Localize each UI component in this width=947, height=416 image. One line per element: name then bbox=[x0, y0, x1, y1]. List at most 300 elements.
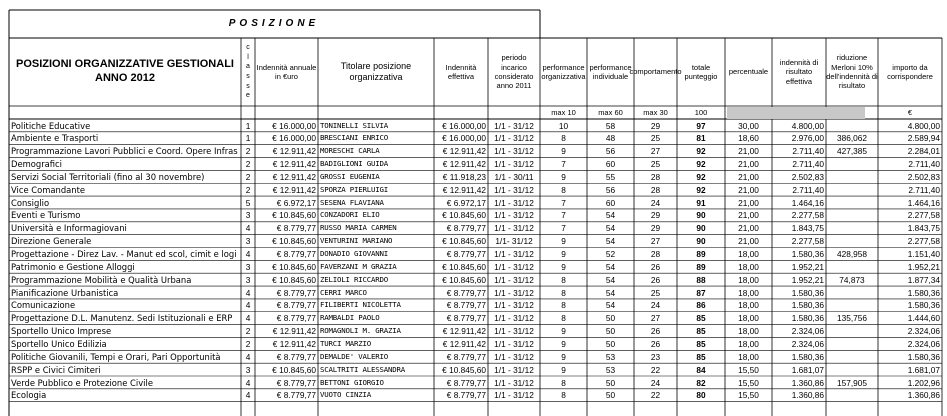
cell-indennita: € 12.911,42 bbox=[272, 326, 316, 337]
cell-classe: 3 bbox=[245, 236, 251, 247]
cell-perc: 15,50 bbox=[738, 377, 759, 388]
cell-indennita: € 8.779,77 bbox=[276, 223, 316, 234]
cell-periodo: 1/1 - 31/12 bbox=[494, 184, 534, 195]
cell-periodo: 1/1 - 31/12 bbox=[494, 351, 534, 362]
cell-periodo: 1/1 - 31/12 bbox=[494, 300, 534, 311]
cell-comp: 27 bbox=[650, 313, 661, 324]
cell-importo: 1.877,34 bbox=[907, 274, 940, 285]
cell-tot: 92 bbox=[696, 159, 706, 170]
cell-importo: 2.711,40 bbox=[908, 184, 940, 195]
cell-risultato: 1.580,36 bbox=[791, 249, 824, 259]
cell-titolare: SCALTRITI ALESSANDRA bbox=[320, 364, 405, 374]
cell-risultato: 1.952,21 bbox=[791, 261, 824, 272]
cell-comp: 24 bbox=[650, 377, 661, 388]
cell-periodo: 1/1 - 31/12 bbox=[494, 120, 534, 131]
cell-perc: 21,00 bbox=[738, 184, 759, 195]
cell-merloni: 135,756 bbox=[837, 313, 867, 324]
classe-letter: s bbox=[246, 73, 250, 80]
cell-ind: 54 bbox=[605, 210, 616, 221]
col-header-indennita: Indennità annuale in €uro bbox=[256, 62, 317, 81]
cell-indennita: € 8.779,77 bbox=[276, 390, 316, 401]
cell-ind: 54 bbox=[605, 300, 616, 311]
cell-org: 8 bbox=[561, 377, 566, 388]
cell-periodo: 1/1 - 31/12 bbox=[494, 210, 534, 221]
cell-indennita: € 12.911,42 bbox=[272, 159, 316, 170]
cell-ind: 53 bbox=[605, 351, 616, 362]
cell-tot: 90 bbox=[696, 223, 706, 234]
cell-risultato: 2.277,58 bbox=[791, 236, 824, 247]
cell-classe: 2 bbox=[245, 159, 251, 170]
cell-name: Progettazione - Direz Lav. - Manut ed scol, cimit e logi bbox=[11, 249, 237, 259]
cell-perc: 21,00 bbox=[738, 210, 759, 221]
cell-effettiva: € 6.972,17 bbox=[446, 197, 486, 208]
cell-comp: 29 bbox=[650, 120, 661, 131]
max-comportamento: max 30 bbox=[643, 108, 668, 117]
cell-effettiva: € 8.779,77 bbox=[446, 313, 486, 324]
cell-tot: 92 bbox=[696, 146, 706, 157]
cell-periodo: 1/1 - 31/12 bbox=[494, 159, 534, 170]
cell-periodo: 1/1 - 31/12 bbox=[494, 261, 534, 272]
cell-org: 9 bbox=[561, 351, 566, 362]
cell-tot: 90 bbox=[696, 210, 706, 221]
cell-titolare: BETTONI GIORGIO bbox=[320, 377, 384, 387]
cell-name: Comunicazione bbox=[11, 300, 76, 311]
col-header-effettiva: Indennità effettiva bbox=[445, 62, 477, 81]
cell-importo: 2.284,01 bbox=[907, 146, 940, 157]
cell-ind: 48 bbox=[605, 133, 616, 144]
cell-risultato: 1.464,16 bbox=[791, 197, 824, 208]
cell-indennita: € 6.972,17 bbox=[276, 197, 316, 208]
cell-classe: 4 bbox=[245, 300, 251, 311]
cell-merloni: 74,873 bbox=[839, 274, 865, 285]
col-header-merloni: riduzione Merloni 10% dell'indennità di risultato bbox=[826, 53, 878, 91]
cell-ind: 54 bbox=[605, 236, 616, 247]
cell-merloni: 157,905 bbox=[837, 377, 867, 388]
cell-effettiva: € 8.779,77 bbox=[446, 351, 486, 362]
cell-org: 9 bbox=[561, 338, 566, 349]
cell-importo: 2.502,83 bbox=[907, 171, 940, 182]
cell-name: Eventi e Turismo bbox=[11, 210, 81, 221]
cell-perc: 21,00 bbox=[738, 197, 759, 208]
cell-indennita: € 12.911,42 bbox=[272, 171, 316, 182]
cell-perc: 18,00 bbox=[738, 274, 759, 285]
cell-classe: 2 bbox=[245, 326, 251, 337]
cell-perc: 21,00 bbox=[738, 159, 759, 170]
cell-org: 9 bbox=[561, 249, 566, 259]
cell-importo: 1.580,36 bbox=[907, 287, 940, 298]
cell-tot: 90 bbox=[696, 236, 706, 247]
cell-effettiva: € 12.911,42 bbox=[442, 184, 486, 195]
cell-periodo: 1/1 - 31/12 bbox=[494, 364, 534, 375]
cell-tot: 87 bbox=[696, 287, 706, 298]
cell-comp: 26 bbox=[650, 326, 661, 337]
cell-effettiva: € 10.845,60 bbox=[442, 274, 486, 285]
cell-comp: 27 bbox=[650, 146, 661, 157]
cell-importo: 2.277,58 bbox=[907, 210, 940, 221]
cell-classe: 4 bbox=[245, 351, 251, 362]
cell-tot: 81 bbox=[696, 133, 706, 144]
cell-indennita: € 10.845,60 bbox=[272, 364, 316, 375]
cell-name: Politiche Giovanili, Tempi e Orari, Pari Opportunità bbox=[11, 351, 221, 362]
cell-perc: 18,00 bbox=[738, 351, 759, 362]
cell-comp: 22 bbox=[650, 390, 661, 401]
cell-classe: 4 bbox=[245, 390, 251, 401]
cell-comp: 22 bbox=[650, 364, 661, 375]
cell-name: Consiglio bbox=[11, 197, 50, 208]
cell-indennita: € 10.845,60 bbox=[272, 210, 316, 221]
cell-indennita: € 16.000,00 bbox=[272, 120, 316, 131]
cell-risultato: 1.580,36 bbox=[791, 351, 824, 362]
cell-periodo: 1/1 - 31/12 bbox=[494, 274, 534, 285]
cell-name: Programmazione Lavori Pubblici e Coord. Opere Infras bbox=[11, 146, 238, 157]
cell-tot: 85 bbox=[696, 313, 706, 324]
cell-risultato: 4.800,00 bbox=[791, 120, 824, 131]
classe-letter: a bbox=[246, 63, 250, 71]
cell-importo: 2.711,40 bbox=[908, 159, 940, 170]
cell-importo: 4.800,00 bbox=[907, 120, 940, 131]
cell-ind: 54 bbox=[605, 223, 616, 234]
cell-titolare: RUSSO MARIA CARMEN bbox=[320, 223, 397, 233]
cell-risultato: 1.580,36 bbox=[791, 313, 824, 324]
cell-ind: 56 bbox=[605, 146, 616, 157]
cell-indennita: € 10.845,60 bbox=[272, 274, 316, 285]
cell-perc: 18,00 bbox=[738, 261, 759, 272]
cell-org: 8 bbox=[561, 133, 566, 144]
cell-ind: 54 bbox=[605, 274, 616, 285]
cell-org: 8 bbox=[561, 313, 566, 324]
cell-risultato: 2.711,40 bbox=[792, 159, 824, 170]
cell-classe: 1 bbox=[245, 133, 251, 144]
cell-perc: 18,00 bbox=[738, 326, 759, 337]
cell-classe: 4 bbox=[245, 249, 251, 259]
cell-perc: 21,00 bbox=[738, 171, 759, 182]
cell-perc: 18,60 bbox=[738, 133, 759, 144]
cell-perc: 21,00 bbox=[738, 236, 759, 247]
cell-classe: 5 bbox=[245, 197, 251, 208]
cell-titolare: SPORZA PIERLUIGI bbox=[320, 184, 388, 194]
cell-risultato: 2.324,06 bbox=[791, 326, 824, 337]
cell-periodo: 1/1 - 31/12 bbox=[494, 390, 534, 401]
cell-name: Vice Comandante bbox=[11, 184, 86, 195]
cell-titolare: FILIBERTI NICOLETTA bbox=[320, 300, 401, 310]
cell-risultato: 2.502,83 bbox=[791, 171, 824, 182]
cell-perc: 18,00 bbox=[738, 338, 759, 349]
cell-org: 9 bbox=[561, 236, 566, 247]
cell-effettiva: € 8.779,77 bbox=[446, 377, 486, 388]
cell-effettiva: € 12.911,42 bbox=[442, 159, 486, 170]
cell-name: Ecologia bbox=[11, 390, 47, 401]
cell-org: 9 bbox=[561, 261, 566, 272]
cell-indennita: € 10.845,60 bbox=[272, 261, 316, 272]
cell-tot: 97 bbox=[696, 120, 706, 131]
cell-titolare: CONZADORI ELIO bbox=[320, 210, 380, 220]
cell-effettiva: € 16.000,00 bbox=[442, 133, 486, 144]
cell-titolare: RAMBALDI PAOLO bbox=[320, 313, 380, 323]
cell-indennita: € 8.779,77 bbox=[276, 287, 316, 298]
cell-classe: 3 bbox=[245, 364, 251, 375]
cell-ind: 54 bbox=[605, 261, 616, 272]
cell-ind: 58 bbox=[605, 120, 616, 131]
col-header-perf-org: performance organizzativa bbox=[541, 62, 586, 81]
cell-comp: 26 bbox=[650, 274, 661, 285]
cell-risultato: 1.580,36 bbox=[791, 287, 824, 298]
cell-periodo: 1/1 - 31/12 bbox=[494, 133, 534, 144]
cell-periodo: 1/1 - 31/12 bbox=[494, 146, 534, 157]
cell-comp: 24 bbox=[650, 300, 661, 311]
cell-titolare: TURCI MARZIO bbox=[320, 338, 371, 348]
cell-tot: 92 bbox=[696, 184, 706, 195]
cell-effettiva: € 10.845,60 bbox=[442, 210, 486, 221]
cell-org: 8 bbox=[561, 300, 566, 311]
cell-comp: 26 bbox=[650, 261, 661, 272]
section-title: POSIZIONE bbox=[228, 17, 320, 29]
cell-effettiva: € 8.779,77 bbox=[446, 249, 486, 259]
cell-effettiva: € 8.779,77 bbox=[446, 223, 486, 234]
cell-org: 7 bbox=[561, 159, 566, 170]
cell-indennita: € 10.845,60 bbox=[272, 236, 316, 247]
cell-org: 9 bbox=[561, 364, 566, 375]
cell-importo: 1.444,60 bbox=[907, 313, 940, 324]
cell-importo: 2.589,94 bbox=[907, 133, 940, 144]
cell-classe: 2 bbox=[245, 184, 251, 195]
cell-importo: 2.324,06 bbox=[907, 338, 940, 349]
cell-comp: 25 bbox=[650, 159, 661, 170]
cell-tot: 85 bbox=[696, 351, 706, 362]
cell-titolare: MORESCHI CARLA bbox=[320, 146, 380, 156]
cell-effettiva: € 8.779,77 bbox=[446, 287, 486, 298]
cell-indennita: € 16.000,00 bbox=[272, 133, 316, 144]
cell-perc: 15,50 bbox=[738, 364, 759, 375]
cell-classe: 1 bbox=[245, 120, 251, 131]
cell-ind: 50 bbox=[605, 377, 616, 388]
cell-effettiva: € 12.911,42 bbox=[442, 326, 486, 337]
cell-titolare: FAVERZANI M GRAZIA bbox=[320, 261, 397, 271]
cell-risultato: 1.681,07 bbox=[791, 364, 824, 375]
cell-ind: 54 bbox=[605, 287, 616, 298]
cell-org: 9 bbox=[561, 326, 566, 337]
cell-perc: 18,00 bbox=[738, 287, 759, 298]
cell-comp: 28 bbox=[650, 171, 661, 182]
cell-name: Sportello Unico Imprese bbox=[11, 326, 112, 337]
classe-letter: l bbox=[247, 53, 249, 61]
cell-name: Verde Pubblico e Protezione Civile bbox=[11, 377, 153, 388]
cell-indennita: € 8.779,77 bbox=[276, 351, 316, 362]
cell-name: Politiche Educative bbox=[11, 120, 91, 131]
cell-importo: 1.202,96 bbox=[907, 377, 940, 388]
cell-perc: 15,50 bbox=[738, 390, 759, 401]
cell-ind: 60 bbox=[605, 197, 616, 208]
cell-name: RSPP e Civici Cimiteri bbox=[11, 364, 101, 375]
cell-importo: 2.277,58 bbox=[907, 236, 940, 247]
cell-importo: 1.580,36 bbox=[907, 351, 940, 362]
grey-band bbox=[727, 107, 865, 119]
cell-risultato: 2.711,40 bbox=[792, 146, 824, 157]
cell-comp: 26 bbox=[650, 338, 661, 349]
cell-risultato: 1.952,21 bbox=[791, 274, 824, 285]
cell-titolare: BRESCIANI ENRICO bbox=[320, 133, 388, 143]
cell-comp: 27 bbox=[650, 236, 661, 247]
cell-ind: 50 bbox=[605, 326, 616, 337]
cell-tot: 89 bbox=[696, 249, 706, 259]
cell-effettiva: € 16.000,00 bbox=[442, 120, 486, 131]
cell-ind: 50 bbox=[605, 390, 616, 401]
cell-titolare: CERRI MARCO bbox=[320, 287, 367, 297]
cell-indennita: € 8.779,77 bbox=[276, 300, 316, 311]
cell-periodo: 1/1- 31/12 bbox=[495, 236, 533, 247]
cell-classe: 2 bbox=[245, 171, 251, 182]
cell-org: 8 bbox=[561, 287, 566, 298]
col-header-comportamento: comportamento bbox=[629, 67, 682, 77]
cell-name: Sportello Unico Edilizia bbox=[11, 338, 107, 349]
classe-letter: s bbox=[246, 82, 250, 90]
cell-indennita: € 8.779,77 bbox=[276, 313, 316, 324]
cell-importo: 1.952,21 bbox=[907, 261, 940, 272]
cell-org: 8 bbox=[561, 390, 566, 401]
cell-merloni: 428,958 bbox=[837, 249, 867, 259]
cell-indennita: € 8.779,77 bbox=[276, 377, 316, 388]
cell-risultato: 2.711,40 bbox=[792, 184, 824, 195]
cell-org: 7 bbox=[561, 210, 566, 221]
col-header-perf-ind: performance individuale bbox=[589, 62, 632, 81]
cell-perc: 18,00 bbox=[738, 249, 759, 259]
cell-periodo: 1/1 - 31/12 bbox=[494, 223, 534, 234]
cell-perc: 21,00 bbox=[738, 146, 759, 157]
cell-name: Programmazione Mobilità e Qualità Urbana bbox=[11, 274, 192, 285]
cell-effettiva: € 8.779,77 bbox=[446, 390, 486, 401]
cell-org: 10 bbox=[558, 120, 569, 131]
cell-effettiva: € 10.845,60 bbox=[442, 364, 486, 375]
classe-header bbox=[241, 38, 255, 106]
cell-classe: 2 bbox=[245, 338, 251, 349]
cell-org: 7 bbox=[561, 197, 566, 208]
cell-comp: 29 bbox=[650, 223, 661, 234]
cell-name: Patrimonio e Gestione Alloggi bbox=[11, 261, 135, 272]
cell-comp: 25 bbox=[650, 287, 661, 298]
cell-risultato: 2.324,06 bbox=[791, 338, 824, 349]
cell-classe: 3 bbox=[245, 210, 251, 221]
cell-org: 8 bbox=[561, 274, 566, 285]
cell-effettiva: € 8.779,77 bbox=[446, 300, 486, 311]
cell-name: Demografici bbox=[11, 159, 62, 170]
cell-titolare: ZELIOLI RICCARDO bbox=[320, 274, 388, 284]
cell-effettiva: € 12.911,42 bbox=[442, 146, 486, 157]
max-totale: 100 bbox=[694, 108, 708, 117]
cell-indennita: € 12.911,42 bbox=[272, 338, 316, 349]
cell-name: Università e Informagiovani bbox=[11, 223, 127, 234]
cell-tot: 85 bbox=[696, 326, 706, 337]
cell-titolare: SESENA FLAVIANA bbox=[320, 197, 384, 207]
cell-titolare: ROMAGNOLI M. GRAZIA bbox=[320, 326, 401, 336]
col-header-percentuale: percentuale bbox=[728, 67, 769, 77]
cell-risultato: 2.277,58 bbox=[791, 210, 824, 221]
cell-ind: 50 bbox=[605, 313, 616, 324]
cell-comp: 28 bbox=[650, 249, 661, 259]
cell-name: Direzione Generale bbox=[11, 236, 92, 247]
cell-name: Progettazione D.L. Manutenz. Sedi Istituzionali e ERP bbox=[11, 313, 233, 324]
cell-comp: 25 bbox=[650, 133, 661, 144]
cell-importo: 1.580,36 bbox=[907, 300, 940, 311]
col-header-risultato: indennità di risultato effettiva bbox=[779, 57, 819, 86]
cell-comp: 29 bbox=[650, 210, 661, 221]
cell-comp: 28 bbox=[650, 184, 661, 195]
cell-classe: 4 bbox=[245, 223, 251, 234]
cell-tot: 86 bbox=[696, 300, 706, 311]
cell-effettiva: € 10.845,60 bbox=[442, 236, 486, 247]
cell-perc: 18,00 bbox=[738, 313, 759, 324]
cell-risultato: 1.360,86 bbox=[791, 390, 824, 401]
cell-indennita: € 12.911,42 bbox=[272, 184, 316, 195]
col-header-titolare: Titolare posizione organizzativa bbox=[340, 60, 412, 82]
cell-titolare: TONINELLI SILVIA bbox=[320, 120, 388, 130]
cell-tot: 84 bbox=[696, 364, 706, 375]
cell-tot: 88 bbox=[696, 274, 706, 285]
cell-titolare: GROSSI EUGENIA bbox=[320, 171, 380, 181]
cell-importo: 1.360,86 bbox=[907, 390, 940, 401]
cell-importo: 1.681,07 bbox=[907, 364, 940, 375]
cell-classe: 3 bbox=[245, 274, 251, 285]
cell-perc: 30,00 bbox=[738, 120, 759, 131]
cell-effettiva: € 11.918,23 bbox=[442, 171, 486, 182]
cell-org: 9 bbox=[561, 146, 566, 157]
cell-tot: 80 bbox=[696, 390, 706, 401]
classe-letter: c bbox=[246, 44, 250, 52]
cell-name: Ambiente e Trasporti bbox=[11, 133, 99, 144]
importo-currency: € bbox=[907, 108, 913, 117]
cell-risultato: 1.843,75 bbox=[791, 223, 824, 234]
cell-tot: 92 bbox=[696, 171, 706, 182]
main-title: POSIZIONI ORGANIZZATIVE GESTIONALI ANNO 2012 bbox=[16, 58, 234, 84]
cell-ind: 52 bbox=[605, 249, 616, 259]
cell-periodo: 1/1 - 30/11 bbox=[494, 171, 534, 182]
cell-titolare: DEMALDE' VALERIO bbox=[320, 351, 388, 361]
col-header-totale: totale punteggio bbox=[684, 62, 718, 81]
cell-risultato: 1.360,86 bbox=[791, 377, 824, 388]
cell-periodo: 1/1 - 31/12 bbox=[494, 338, 534, 349]
cell-ind: 53 bbox=[605, 364, 616, 375]
cell-org: 7 bbox=[561, 223, 566, 234]
cell-importo: 1.151,40 bbox=[907, 249, 940, 259]
cell-periodo: 1/1 - 31/12 bbox=[494, 249, 534, 259]
cell-ind: 50 bbox=[605, 338, 616, 349]
cell-risultato: 1.580,36 bbox=[791, 300, 824, 311]
cell-indennita: € 8.779,77 bbox=[276, 249, 316, 259]
max-perf-org: max 10 bbox=[551, 108, 576, 117]
cell-periodo: 1/1 - 31/12 bbox=[494, 313, 534, 324]
cell-titolare: VUOTO CINZIA bbox=[320, 390, 371, 400]
cell-effettiva: € 10.845,60 bbox=[442, 261, 486, 272]
max-perf-ind: max 60 bbox=[598, 108, 623, 117]
cell-importo: 2.324,06 bbox=[907, 326, 940, 337]
cell-classe: 4 bbox=[245, 377, 251, 388]
cell-tot: 85 bbox=[696, 338, 706, 349]
cell-ind: 55 bbox=[605, 171, 616, 182]
cell-ind: 56 bbox=[605, 184, 616, 195]
classe-letter: e bbox=[246, 92, 250, 100]
cell-periodo: 1/1 - 31/12 bbox=[494, 197, 534, 208]
cell-importo: 1.843,75 bbox=[907, 223, 940, 234]
cell-indennita: € 12.911,42 bbox=[272, 146, 316, 157]
cell-tot: 91 bbox=[696, 197, 706, 208]
cell-titolare: VENTURINI MARIANO bbox=[320, 236, 393, 246]
col-header-periodo: periodo incarico considerato anno 2011 bbox=[494, 53, 534, 91]
cell-periodo: 1/1 - 31/12 bbox=[494, 326, 534, 337]
cell-tot: 82 bbox=[696, 377, 706, 388]
cell-classe: 2 bbox=[245, 146, 251, 157]
cell-periodo: 1/1 - 31/12 bbox=[494, 377, 534, 388]
cell-perc: 18,00 bbox=[738, 300, 759, 311]
cell-comp: 24 bbox=[650, 197, 661, 208]
cell-name: Pianificazione Urbanistica bbox=[11, 287, 119, 298]
